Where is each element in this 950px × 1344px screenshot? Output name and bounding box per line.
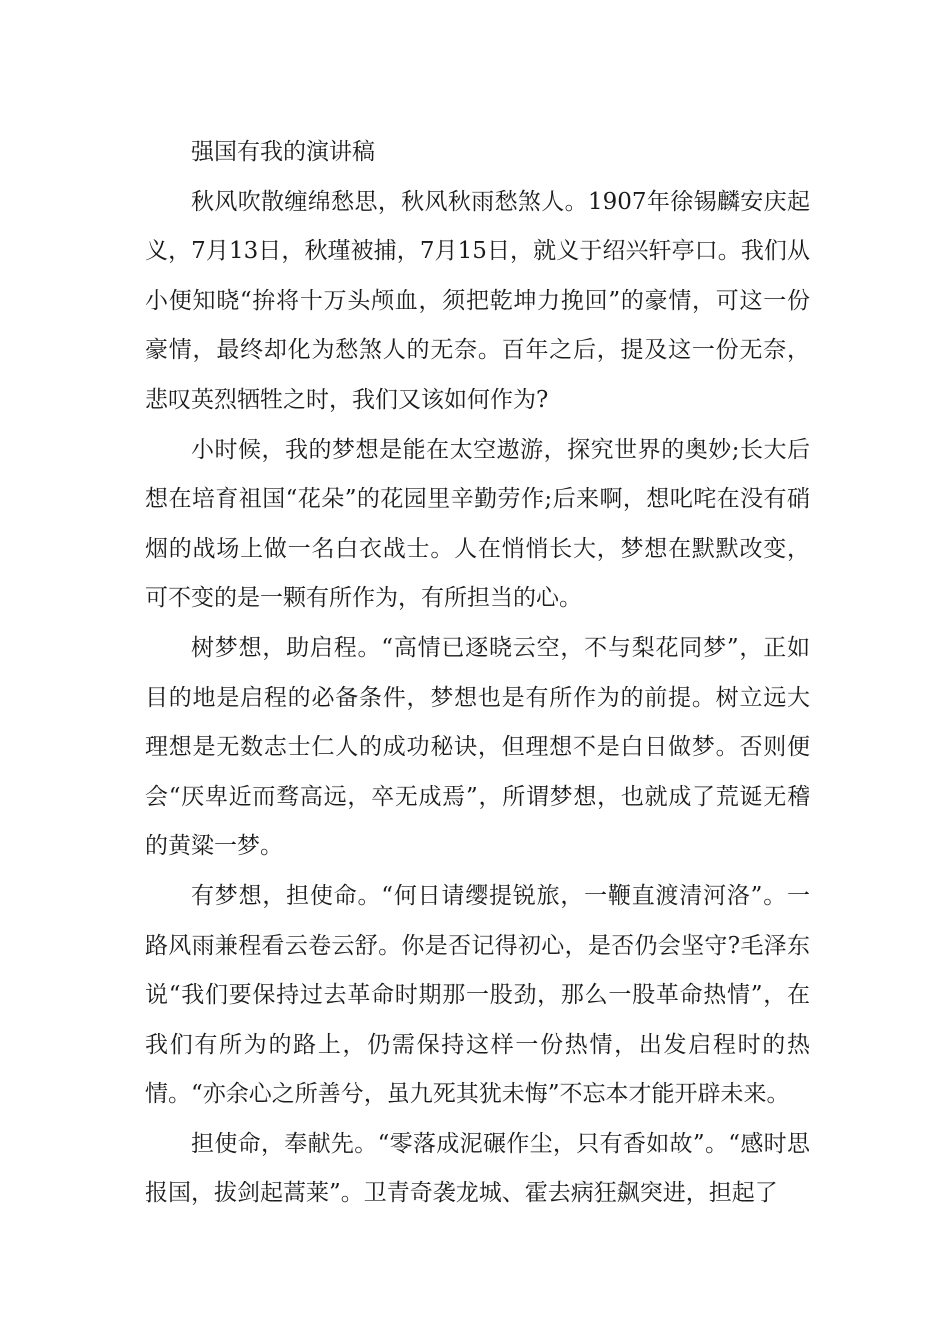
paragraph-3: 树梦想，助启程。“高情已逐晓云空，不与梨花同梦”，正如目的地是启程的必备条件，梦想也是有所作为的前提。树立远大理想是无数志士仁人的成功秘诀，但理想不是白日做梦。否则便会“厌卑近而骛高远，卒无成焉”，所谓梦想，也就成了荒诞无稽的黄粱一梦。 — [145, 634, 810, 860]
document-body — [145, 128, 810, 1219]
paragraph-2: 小时候，我的梦想是能在太空遨游，探究世界的奥妙;长大后想在培育祖国“花朵”的花园里辛勤劳作;后来啊，想叱咤在没有硝烟的战场上做一名白衣战士。人在悄悄长大，梦想在默默改变，可不变的是一颗有所作为，有所担当的心。 — [145, 436, 810, 612]
paragraph-5: 担使命，奉献先。“零落成泥碾作尘，只有香如故”。“感时思报国，拔剑起蒿莱”。卫青奇袭龙城、霍去病狂飙突进，担起了 — [145, 1130, 810, 1207]
document-title: 强国有我的演讲稿 — [191, 139, 375, 165]
paragraph-4: 有梦想，担使命。“何日请缨提锐旅，一鞭直渡清河洛”。一路风雨兼程看云卷云舒。你是否记得初心，是否仍会坚守?毛泽东说“我们要保持过去革命时期那一股劲，那么一股革命热情”，在我们有所为的路上，仍需保持这样一份热情，出发启程时的热情。“亦余心之所善兮，虽九死其犹未悔”不忘本才能开辟未来。 — [145, 882, 810, 1108]
paragraph-1: 秋风吹散缠绵愁思，秋风秋雨愁煞人。1907年徐锡麟安庆起义，7月13日，秋瑾被捕，7月15日，就义于绍兴轩亭口。我们从小便知晓“拚将十万头颅血，须把乾坤力挽回”的豪情，可这一份豪情，最终却化为愁煞人的无奈。百年之后，提及这一份无奈，悲叹英烈牺牲之时，我们又该如何作为? — [145, 188, 810, 413]
